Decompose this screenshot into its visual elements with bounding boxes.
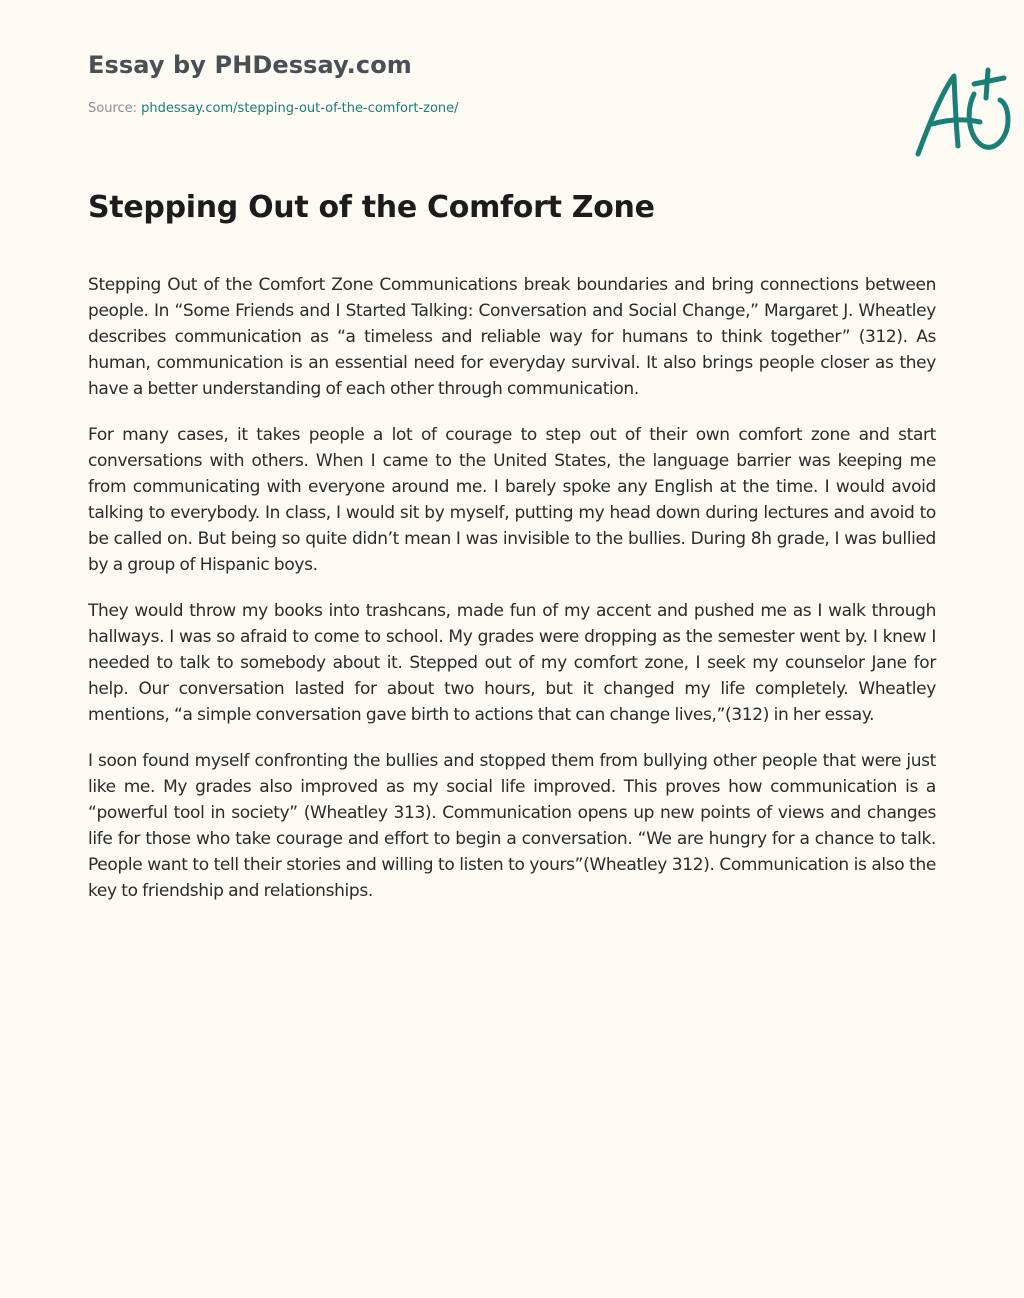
essay-body xyxy=(88,272,936,924)
site-brand: Essay by PHDessay.com xyxy=(88,51,412,79)
essay-title: Stepping Out of the Comfort Zone xyxy=(88,190,655,225)
essay-paragraph: I soon found myself confronting the bullies and stopped them from bullying other people that were just like me. My grades also improved as my social life improved. This proves how communication is a “powerful tool in society” (Wheatley 313). Communication opens up new points of views and changes life for those who take courage and effort to begin a conversation. “We are hungry for a chance to talk. People want to tell their stories and willing to listen to yours”(Wheatley 312). Communication is also the key to friendship and relationships. xyxy=(88,751,936,901)
essay-paragraph: For many cases, it takes people a lot of courage to step out of their own comfort zone and start conversations with others. When I came to the United States, the language barrier was keeping me from communicating with everyone around me. I barely spoke any English at the time. I would avoid talking to everybody. In class, I would sit by myself, putting my head down during lectures and avoid to be called on. But being so quite didn’t mean I was invisible to the bullies. During 8h grade, I was bullied by a group of Hispanic boys. xyxy=(88,425,936,575)
essay-paragraph: Stepping Out of the Comfort Zone Communications break boundaries and bring connections between people. In “Some Friends and I Started Talking: Conversation and Social Change,” Margaret J. Wheatley describes communication as “a timeless and reliable way for humans to think together” (312). As human, communication is an essential need for everyday survival. It also brings people closer as they have a better understanding of each other through communication. xyxy=(88,275,936,399)
a-plus-grade-icon xyxy=(908,62,1018,162)
source-link[interactable]: phdessay.com/stepping-out-of-the-comfort-zone/ xyxy=(141,101,459,116)
essay-paragraph: They would throw my books into trashcans, made fun of my accent and pushed me as I walk through hallways. I was so afraid to come to school. My grades were dropping as the semester went by. I knew I needed to talk to somebody about it. Stepped out of my comfort zone, I seek my counselor Jane for help. Our conversation lasted for about two hours, but it changed my life completely. Wheatley mentions, “a simple conversation gave birth to actions that can change lives,”(312) in her essay. xyxy=(88,601,936,725)
source-line xyxy=(88,101,459,116)
source-label: Source: xyxy=(88,101,138,116)
